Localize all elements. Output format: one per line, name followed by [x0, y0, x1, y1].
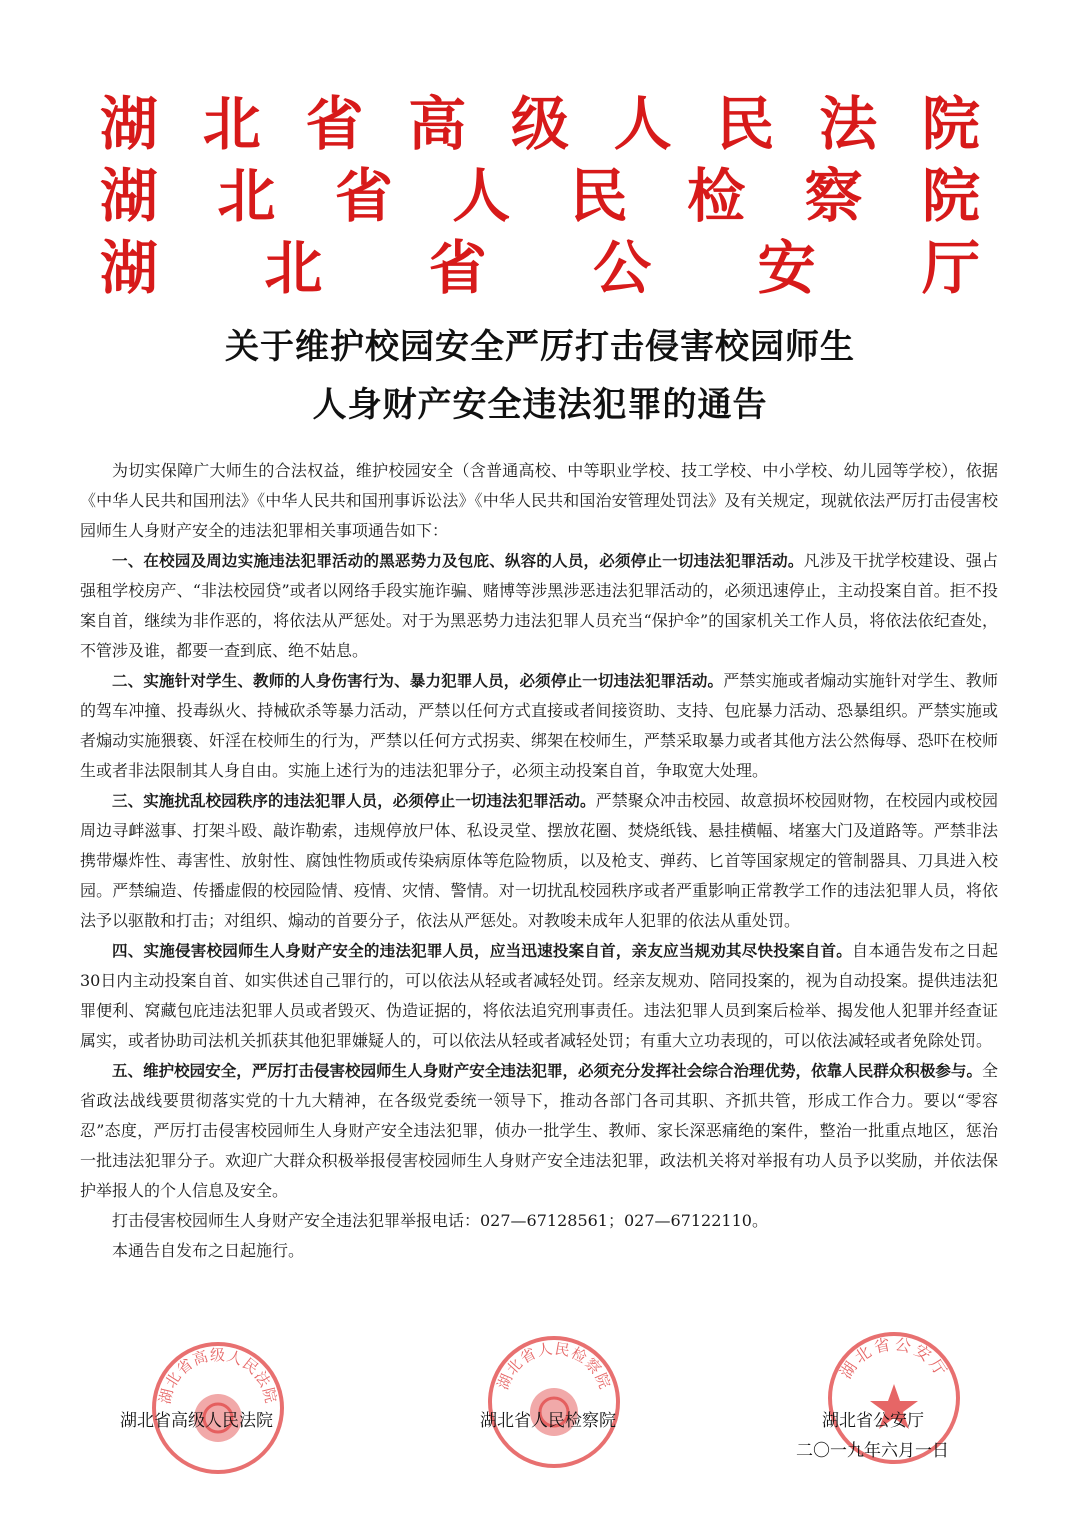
section-5-text: 全省政法战线要贯彻落实党的十九大精神，在各级党委统一领导下，推动各部门各司其职、齐抓共管，形成工作合力。要以“零容忍”态度，严厉打击侵害校园师生人身财产安全违法犯罪，侦办一批学生、教师、家长深恶痛绝的案件，整治一批重点地区，惩治一批违法犯罪分子。欢迎广大群众积极举报侵害校园师生人身财产安全违法犯罪，政法机关将对举报有功人员予以奖励，并依法保护举报人的个人信息及安全。 — [80, 1061, 998, 1200]
signature-block — [0, 1334, 1080, 1490]
section-5 — [80, 1056, 998, 1206]
notice-title — [0, 318, 1080, 434]
section-3-heading: 三、实施扰乱校园秩序的违法犯罪人员，必须停止一切违法犯罪活动。 — [112, 792, 596, 810]
section-5-heading: 五、维护校园安全，严厉打击侵害校园师生人身财产安全违法犯罪，必须充分发挥社会综合治理优势，依靠人民群众积极参与。 — [112, 1062, 982, 1080]
notice-body — [80, 456, 998, 1266]
signature-procuratorate: 湖北省人民检察院 — [480, 1411, 616, 1431]
issuer-header — [100, 88, 980, 304]
section-2-text: 严禁实施或者煽动实施针对学生、教师的驾车冲撞、投毒纵火、持械砍杀等暴力活动，严禁以任何方式直接或者间接资助、支持、包庇暴力活动、恐暴组织。严禁实施或者煽动实施猥亵、奸淫在校师生的行为，严禁以任何方式拐卖、绑架在校师生，严禁采取暴力或者其他方法公然侮辱、恐吓在校师生或者非法限制其人身自由。实施上述行为的违法犯罪分子，必须主动投案自首，争取宽大处理。 — [80, 671, 998, 780]
section-1-text: 凡涉及干扰学校建设、强占强租学校房产、“非法校园贷”或者以网络手段实施诈骗、赌博等涉黑涉恶违法犯罪活动的，必须迅速停止，主动投案自首。拒不投案自首，继续为非作恶的，将依法从严惩处。对于为黑恶势力违法犯罪人员充当“保护伞”的国家机关工作人员，将依法依纪查处，不管涉及谁，都要一查到底、绝不姑息。 — [80, 551, 998, 660]
svg-text:湖北省高级人民法院: 湖北省高级人民法院 — [155, 1346, 281, 1406]
intro-paragraph: 为切实保障广大师生的合法权益，维护校园安全（含普通高校、中等职业学校、技工学校、中小学校、幼儿园等学校），依据《中华人民共和国刑法》《中华人民共和国刑事诉讼法》《中华人民共和国治安管理处罚法》及有关规定，现就依法严厉打击侵害校园师生人身财产安全的违法犯罪相关事项通告如下： — [80, 461, 998, 540]
section-1-heading: 一、在校园及周边实施违法犯罪活动的黑恶势力及包庇、纵容的人员，必须停止一切违法犯罪活动。 — [112, 552, 804, 570]
issuer-procuratorate: 湖 北 省 人 民 检 察 院 — [100, 162, 980, 230]
section-3 — [80, 786, 998, 936]
effective-paragraph: 本通告自发布之日起施行。 — [112, 1241, 305, 1260]
title-line-1: 关于维护校园安全严厉打击侵害校园师生 — [225, 327, 855, 367]
procuratorate-seal — [486, 1334, 622, 1470]
section-1 — [80, 546, 998, 666]
section-3-text: 严禁聚众冲击校园、故意损坏校园财物，在校园内或校园周边寻衅滋事、打架斗殴、敲诈勒索，违规停放尸体、私设灵堂、摆放花圈、焚烧纸钱、悬挂横幅、堵塞大门及道路等。严禁非法携带爆炸性、毒害性、放射性、腐蚀性物质或传染病原体等危险物质，以及枪支、弹药、匕首等国家规定的管制器具、刀具进入校园。严禁编造、传播虚假的校园险情、疫情、灾情、警情。对一切扰乱校园秩序或者严重影响正常教学工作的违法犯罪人员，将依法予以驱散和打击；对组织、煽动的首要分子，依法从严惩处。对教唆未成年人犯罪的依法从重处罚。 — [80, 791, 998, 930]
section-2 — [80, 666, 998, 786]
section-2-heading: 二、实施针对学生、教师的人身伤害行为、暴力犯罪人员，必须停止一切违法犯罪活动。 — [112, 672, 724, 690]
signature-court: 湖北省高级人民法院 — [120, 1411, 273, 1431]
procuratorate-seal-icon — [486, 1334, 622, 1470]
issuer-police: 湖 北 省 公 安 厅 — [100, 234, 980, 302]
svg-text:湖北省公安厅: 湖北省公安厅 — [836, 1334, 952, 1382]
section-4-text: 自本通告发布之日起30日内主动投案自首、如实供述自己罪行的，可以依法从轻或者减轻处罚。经亲友规劝、陪同投案的，视为自动投案。提供违法犯罪便利、窝藏包庇违法犯罪人员或者毁灭、伪造证据的，将依法追究刑事责任。违法犯罪人员到案后检举、揭发他人犯罪并经查证属实，或者协助司法机关抓获其他犯罪嫌疑人的，可以依法从轻或者减轻处罚；有重大立功表现的，可以依法减轻或者免除处罚。 — [80, 941, 998, 1050]
hotline-paragraph: 打击侵害校园师生人身财产安全违法犯罪举报电话：027—67128561；027—67122110。 — [112, 1211, 768, 1230]
section-4 — [80, 936, 998, 1056]
section-4-heading: 四、实施侵害校园师生人身财产安全的违法犯罪人员，应当迅速投案自首，亲友应当规劝其尽快投案自首。 — [112, 942, 853, 960]
svg-text:湖北省人民检察院: 湖北省人民检察院 — [493, 1339, 615, 1393]
issue-date: 二〇一九年六月一日 — [796, 1441, 949, 1461]
issuer-court: 湖 北 省 高 级 人 民 法 院 — [100, 90, 980, 158]
signature-police: 湖北省公安厅 — [822, 1411, 924, 1431]
title-line-2: 人身财产安全违法犯罪的通告 — [312, 385, 768, 425]
